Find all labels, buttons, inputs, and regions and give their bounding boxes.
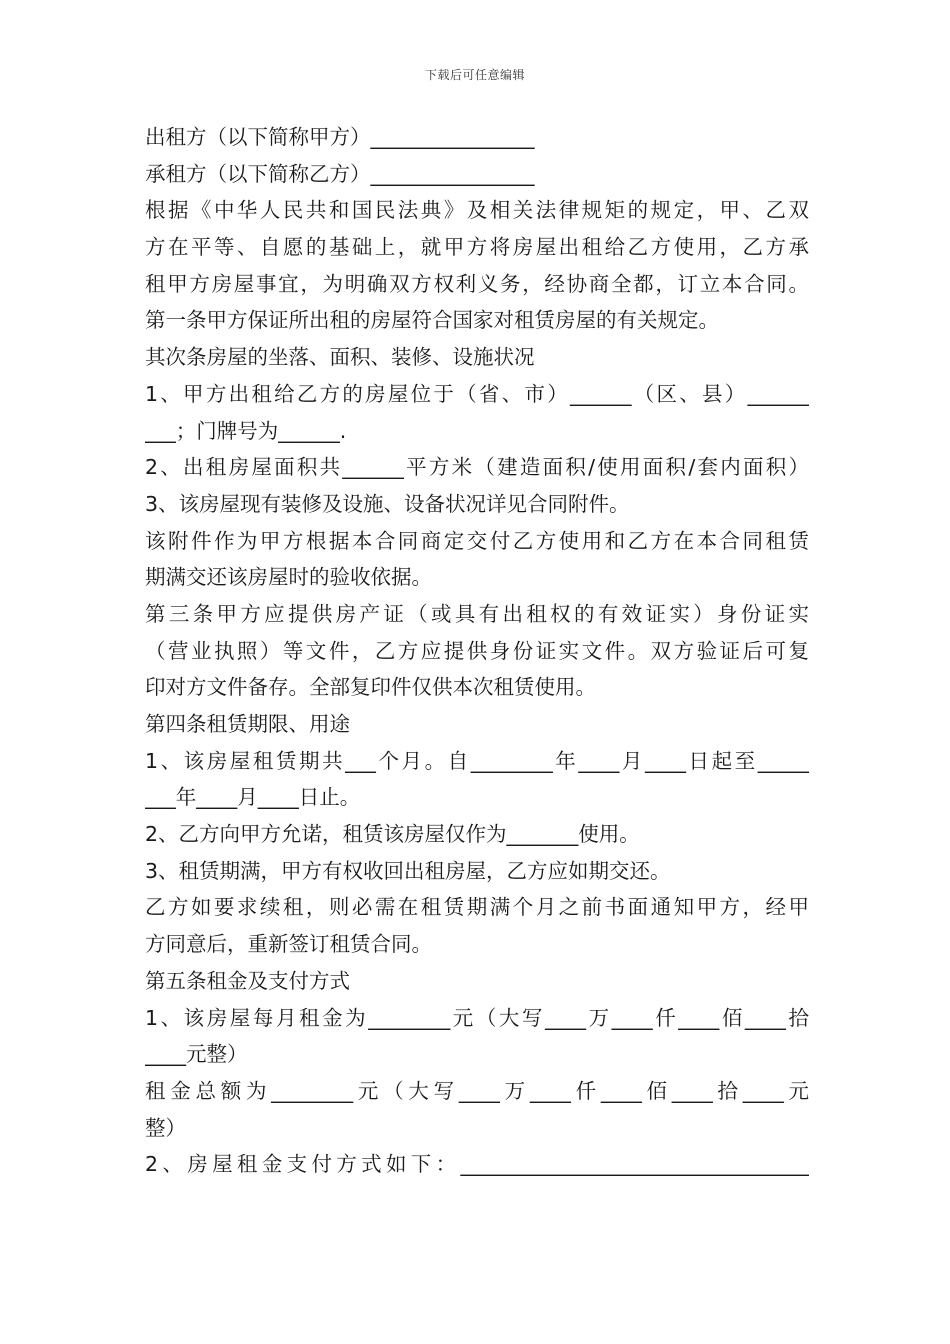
article-2-item-2: 2、出租房屋面积共______平方米（建造面积/使用面积/套内面积）: [145, 455, 809, 480]
total-rent-line-cont: 整）: [145, 1115, 186, 1140]
attachment-note-line: 该附件作为甲方根据本合同商定交付乙方使用和乙方在本合同租赁: [145, 528, 809, 553]
page-header-note: 下载后可任意编辑: [424, 68, 525, 82]
article-4-item-2: 2、乙方向甲方允诺，租赁该房屋仅作为_______使用。: [145, 822, 640, 847]
renewal-note-line: 方同意后，重新签订租赁合同。: [145, 932, 432, 957]
article-3-line: （营业执照）等文件，乙方应提供身份证实文件。双方验证后可复: [145, 638, 809, 663]
lessee-line: 承租方（以下简称乙方）________________: [145, 161, 535, 186]
article-5-heading: 第五条租金及支付方式: [145, 968, 350, 993]
article-5-item-2: 2、房屋租金支付方式如下：__________________________________: [145, 1152, 809, 1177]
article-1-line: 第一条甲方保证所出租的房屋符合国家对租赁房屋的有关规定。: [145, 308, 719, 333]
article-4-item-1-cont: ___年____月____日止。: [145, 785, 361, 810]
article-2-item-1-cont: ___；门牌号为______.: [145, 418, 347, 443]
lessor-line: 出租方（以下简称甲方）________________: [145, 125, 535, 149]
article-2-heading: 其次条房屋的坐落、面积、装修、设施状况: [145, 345, 535, 370]
article-2-item-1: 1、甲方出租给乙方的房屋位于（省、市）______（区、县）______: [145, 381, 809, 406]
article-3-line: 印对方文件备存。全部复印件仅供本次租赁使用。: [145, 675, 596, 700]
contract-body: [145, 119, 809, 1183]
article-5-item-1-cont: ____元整）: [145, 1042, 248, 1067]
attachment-note-line: 期满交还该房屋时的验收依据。: [145, 565, 432, 590]
preamble-line: 租甲方房屋事宜，为明确双方权利义务，经协商全都，订立本合同。: [145, 271, 809, 296]
article-2-item-3: 3、该房屋现有装修及设施、设备状况详见合同附件。: [145, 491, 630, 516]
total-rent-line: 租金总额为________元（大写____万____仟____佰____拾____元: [145, 1078, 809, 1103]
article-4-heading: 第四条租赁期限、用途: [145, 712, 350, 736]
article-4-item-1: 1、该房屋租赁期共___个月。自________年____月____日起至_____: [145, 748, 809, 773]
preamble-line: 根据《中华人民共和国民法典》及相关法律规矩的规定，甲、乙双: [145, 198, 809, 223]
article-3-line: 第三条甲方应提供房产证（或具有出租权的有效证实）身份证实: [145, 601, 809, 626]
article-4-item-3: 3、租赁期满，甲方有权收回出租房屋，乙方应如期交还。: [145, 858, 671, 883]
preamble-line: 方在平等、自愿的基础上，就甲方将房屋出租给乙方使用，乙方承: [145, 235, 809, 260]
article-5-item-1: 1、该房屋每月租金为________元（大写____万____仟____佰____拾: [145, 1005, 809, 1030]
renewal-note-line: 乙方如要求续租，则必需在租赁期满个月之前书面通知甲方，经甲: [145, 895, 809, 920]
